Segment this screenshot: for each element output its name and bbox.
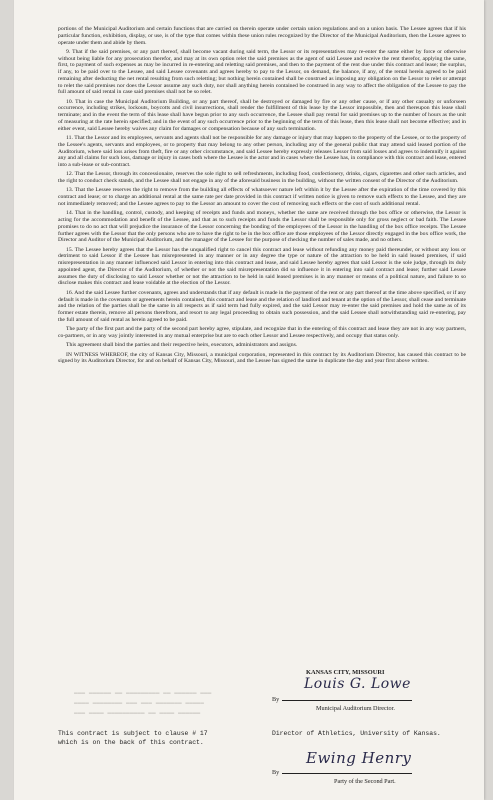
contract-paragraph: 9. That if the said premises, or any part thereof, shall become vacant during said term, the Lessor or its representatives may re-enter the same either by force or otherwise without being liable for any prosecution therefor, and may at its own option relet the said premises as the agent of said Lessee and receive the rent therefor, applying the same, first, to payment of such expenses as may be incurred in re-entering and reletting said premises, and then to the payment of the rent due under this contract and lease; the surplus, if any, to be paid over to the Lessee, and said Lessee covenants and agrees hereby to pay to the Lessor, on demand, the balance, if any, of the rental herein agreed to be paid remaining after deducting the net rental resulting from such reletting; but nothing herein contained shall be construed as imposing any obligation on the Lessor to relet or attempt to relet the said premises nor does the Lessor assume any such duty, nor shall anything herein contained be construed in any way to affect the obligation of the Lessee to pay the full amount of said rental in case said premises shall not be so relet. [58,48,466,96]
contract-paragraph: 12. That the Lessor, through its concessionaire, reserves the sole right to sell refreshments, including food, confectionery, drinks, cigars, cigarettes and other such articles, and the right to conduct check stands, and the Lessee shall not engage in any of the aforesaid business in the building, without the written consent of the Director of the Auditorium. [58,171,466,185]
lessee-signature: Ewing Henry [306,749,412,767]
contract-paragraph: 10. That in case the Municipal Auditorium Building, or any part thereof, shall be destroyed or damaged by fire or any other cause, or if any other casualty or unforseen occurrence, including strikes, lockouts, boycotts and civil insurrections, shall render the fulfillment of this lease by the Lessor impossible, then and thereupon this lease shall terminate; and in the event the term of this lease shall have begun prior to any such occurrence, the Lessee shall pay rental for said premises up to the number of hours as the unit of measuring at the rate herein specified; and in the event of any such occurrence prior to the beginning of the term of this lease, then this lease shall not become effective; and in either event, said Lessee hereby waives any claim for damages or compensation because of any such termination. [58,98,466,132]
contract-paragraph: IN WITNESS WHEREOF, the city of Kansas City, Missouri, a municipal corporation, represented in this contract by its Auditorium Director, has caused this contract to be signed by its Auditorium Director, for and on behalf of Kansas City, Missouri, and the Lessee has signed the same in duplicate the day and year first above written. [58,351,466,365]
by-label: By [272,769,280,776]
contract-paragraph: portions of the Municipal Auditorium and certain functions that are carried on therein operate under certain union regulations and on a union basis. The Lessee agrees that if his particular function, exhibition, display, or use, is of the type that comes within these union rules recognized by the Director of the Municipal Auditorium, then the Lessee agrees to operate under them and abide by them. [58,26,466,46]
contract-paragraph: This agreement shall bind the parties and their respective heirs, executors, administrators and assigns. [66,342,298,349]
bleed-through-text: ▬▬▬ ▬▬▬▬▬▬ ▬▬ ▬▬▬▬▬▬▬▬▬ ▬▬ ▬▬▬▬▬▬ ▬▬▬ [74,689,212,696]
contract-paragraph: The party of the first part and the party of the second part hereby agree, stipulate, and recognize that in the entering of this contract and lease they are not in any way partners, co-partners, or in any way jointly interested in any mutual enterprise but are to each other Lessor and Lessee respectively, and occupy that status only. [58,326,466,339]
lessor-title: Municipal Auditorium Director. [316,705,395,712]
clause-note-line: which is on the back of this contract. [58,739,204,746]
contract-paragraph: 11. That the Lessor and its employees, servants and agents shall not be responsible for any damage or injury that may happen to the property of the Lessee, or to the property of the Lessee's agents, servants and employees, or to property that may belong to any other person, including any of the general public that may attend said leased portion of the Auditorium, where said loss arises from theft, fire or any other circumstance, and said Lessee hereby expressly releases Lessor from said losses and agrees to indemnify it against any and all claims for such loss, damage or injury in cases both where the Lessee is the actor and in cases where the Lessee has, in compliance with this contract and lease, entered into a sub-lease or sub-contract. [58,135,466,169]
contract-paragraph: 15. The Lessee hereby agrees that the Lessor has the unqualified right to cancel this contract and lease without refunding any money paid thereunder, or without any loss or detriment to said Lessor if the Lessee has misrepresented in any manner or in any degree the type or nature of the attraction to be held in said leased premises, if said misrepresentation in any manner influenced said Lessor in entering into this contract and lease, and said Lessee hereby agrees that said Lessor is the sole judge, through its duly appointed agent, the Director of the Auditorium, of whether or not the said misrepresentation did so influence it in entering into said contract and lease; further said Lessee assumes the duty of disclosing to said Lessor whether or not the attraction to be held in said leased premises is in any manner or means of a political nature, and failure to so disclose makes this contract and lease voidable at the election of the Lessor. [58,246,466,287]
lessor-signature: Louis G. Lowe [304,676,411,692]
contract-paragraph: 16. And the said Lessee further covenants, agrees and understands that if any default is made in the payment of the rent or any part thereof at the time above specified, or if any default is made in the covenants or agreements herein contained, this contract and lease and the relation of landlord and tenant at the option of the Lessor, shall cease and terminate and the relation of the parties shall be the same in all respects as if said term had fully expired, and the said Lessor may re-enter the said premises and hold the same as of its former estate therein, remove all persons therefrom, and resort to any legal proceeding to obtain such possession, and the said Lessee shall notwithstanding said re-entering, pay the full amount of said rental as herein agreed to be paid. [58,289,466,323]
contract-paragraph: 13. That the Lessee reserves the right to remove from the building all effects of whatsoever nature left within it by the Lessee after the expiration of the time covered by this contract and lease; or to charge an additional rental at the same rate per date provided in this contract if written notice is given to remove such effects to the Lessee, and they are not immediately removed; and the Lessee agrees to pay to the Lessor an amount to cover the cost of removing such effects or the cost of such additional rental. [58,187,466,207]
signature-block [14,0,484,800]
bleed-through-text: ▬▬▬▬ ▬▬▬▬▬▬▬▬ ▬▬▬ ▬▬▬ ▬▬▬▬▬▬▬ ▬▬▬▬▬ [74,699,204,706]
lessee-typed-title: Director of Athletics, University of Kansas. [272,730,441,737]
clause-note-line: This contract is subject to clause # 17 [58,730,208,737]
lessor-signature-line [282,700,412,701]
lessor-heading: KANSAS CITY, MISSOURI [306,669,385,676]
lessee-signature-line [282,773,412,774]
contract-paragraph: 14. That in the handling, control, custody, and keeping of receipts and funds and moneys, whether the same are received through the box office or otherwise, the Lessor is acting for the accommodation and benefit of the Lessee, and that as to such receipts and funds the Lessor shall be responsible only for gross neglect or bad faith. The Lessee promises to do no act that will prejudice the insurance of the Lessor concerning the bonding of the employees of the Lessor in the handling of the box office receipts. The Lessee further agrees with the Lessor that the only persons who are to have the right to be in the box office are those employees of the Lessor directly engaged in the box office work, the Director and Auditor of the Municipal Auditorium, and the manager of the Lessee for the purpose of checking the number of sales made, and no others. [58,210,466,244]
bleed-through-text: ▬▬▬ ▬▬▬▬ ▬▬▬▬▬▬▬▬▬▬ ▬▬ ▬▬▬▬ ▬▬▬▬▬▬ [74,709,201,716]
document-page [14,0,484,800]
lessee-title: Party of the Second Part. [334,778,396,785]
by-label: By [272,696,280,703]
